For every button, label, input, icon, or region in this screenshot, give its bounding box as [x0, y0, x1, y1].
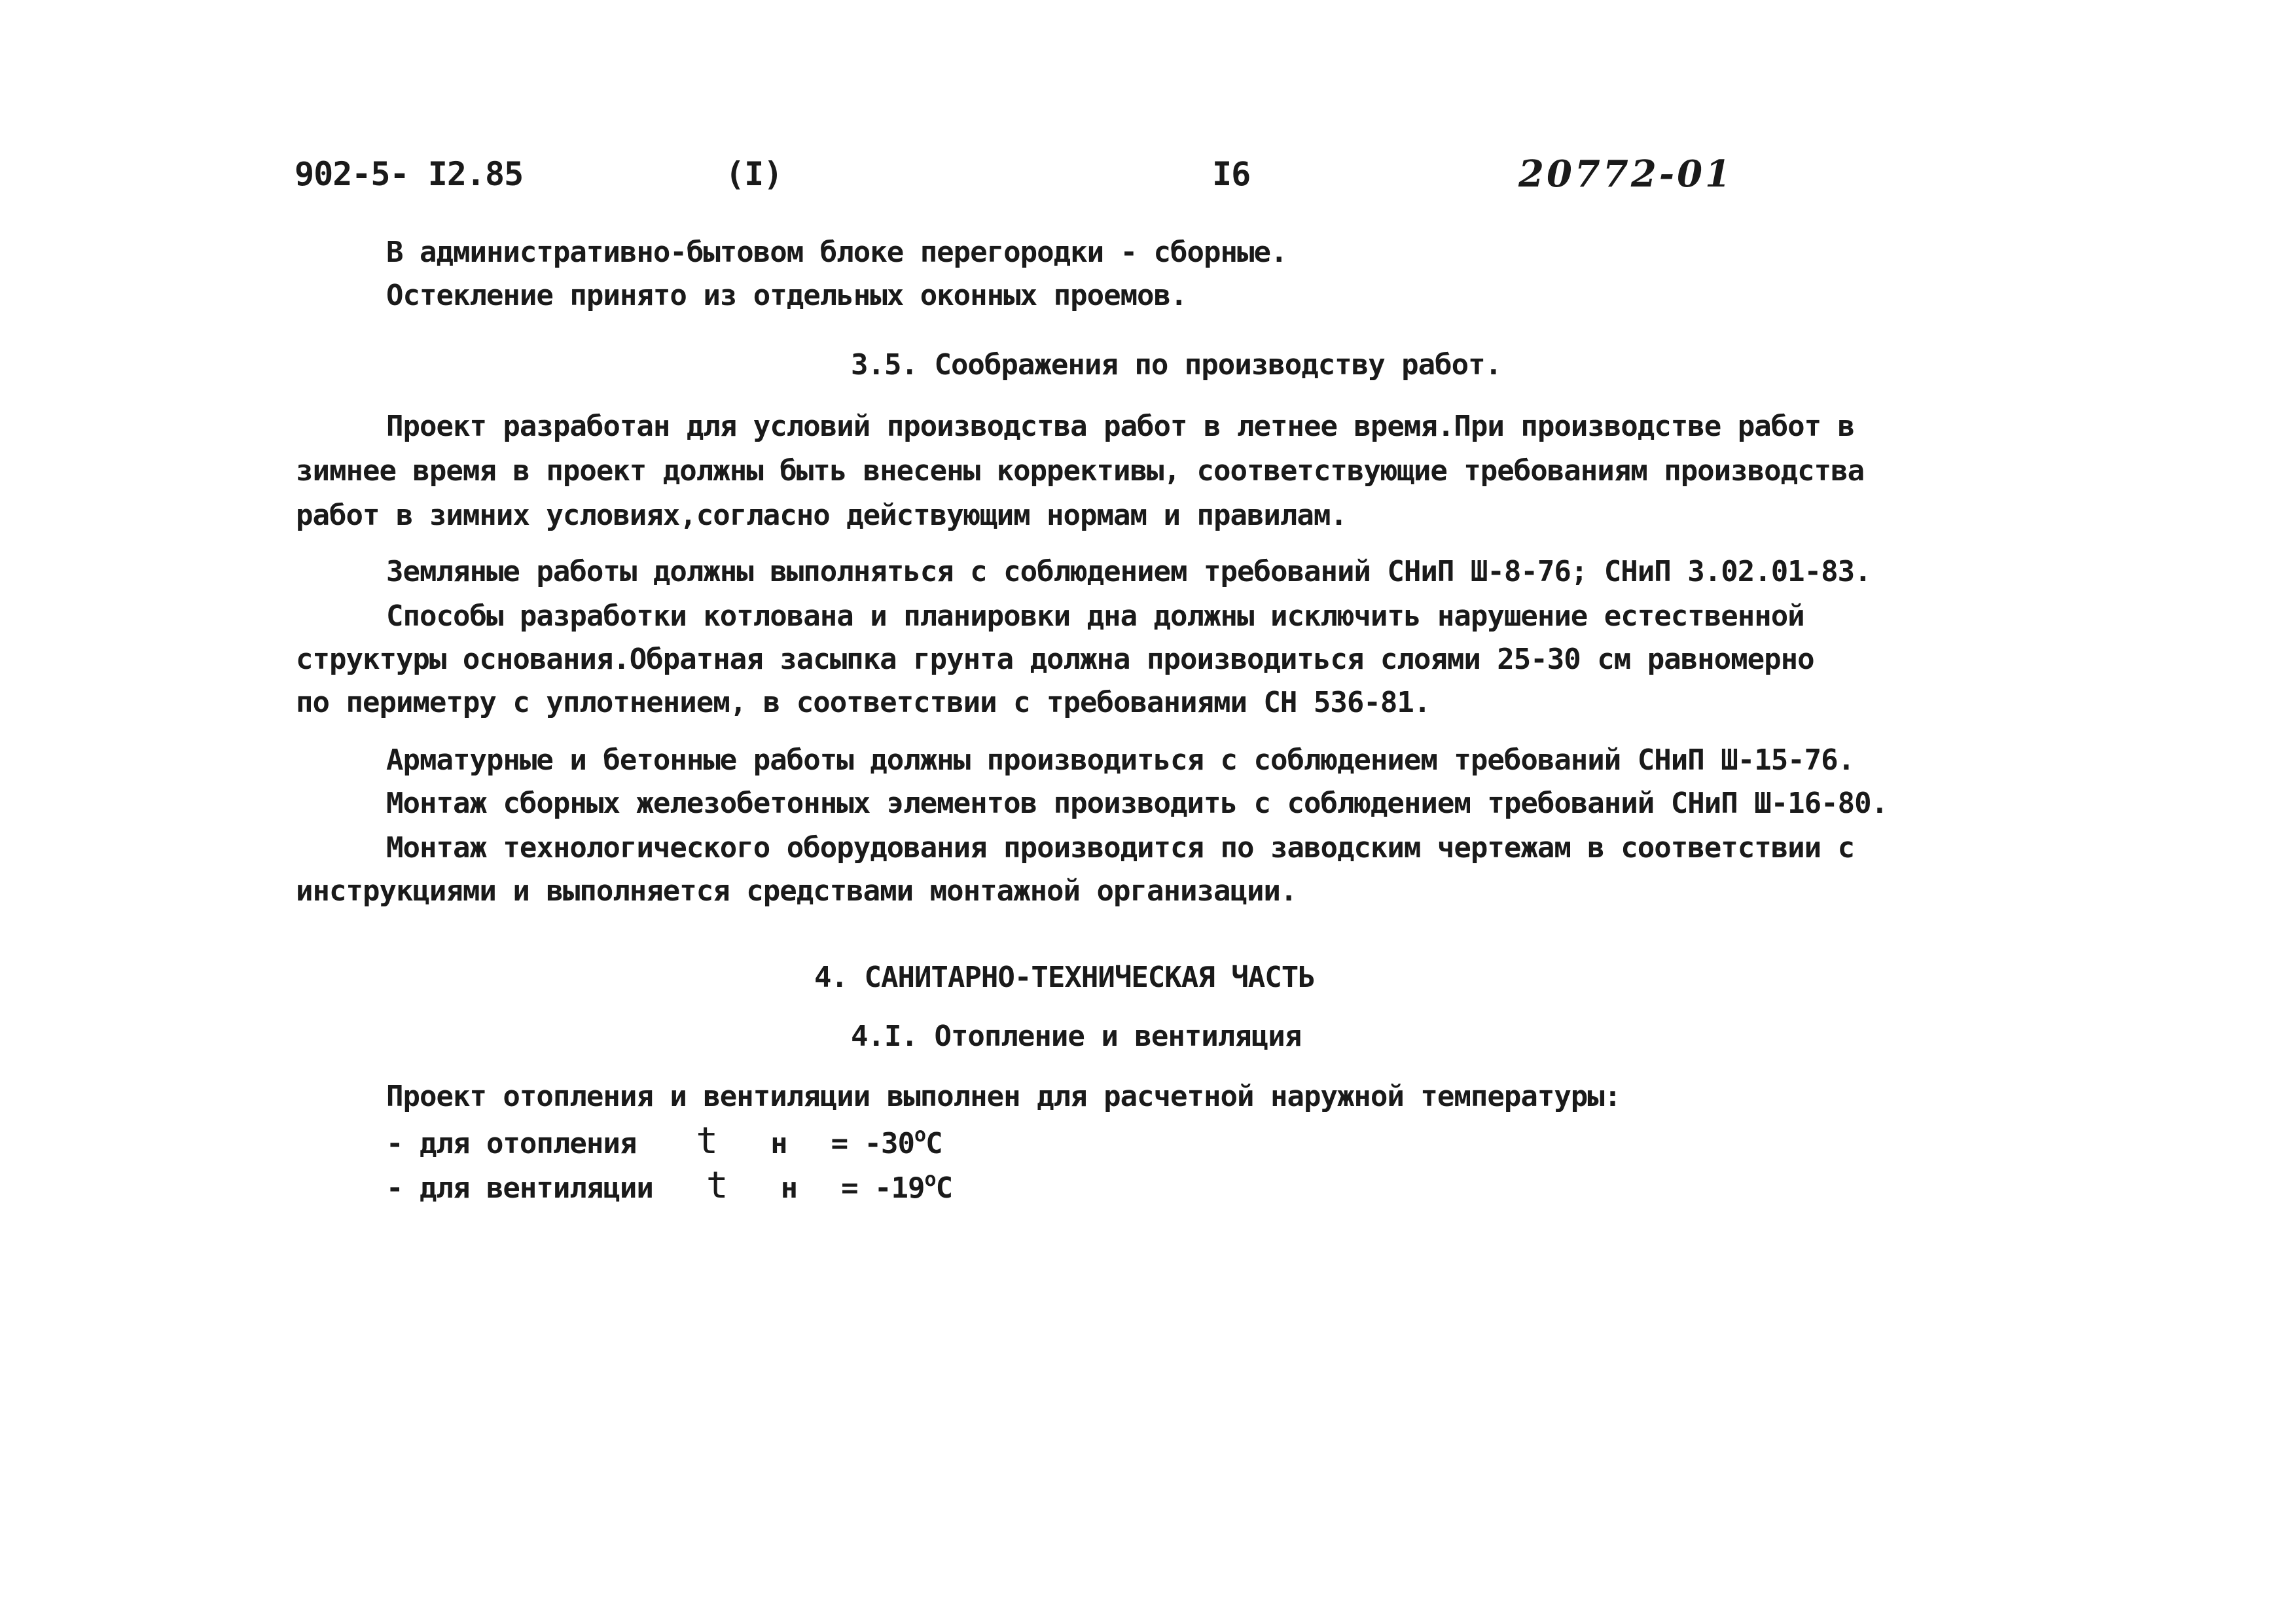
- paragraph-partitions-line2: Остекление принято из отдельных оконных проемов.: [386, 279, 1187, 312]
- paragraph-earthworks-line3: структуры основания.Обратная засыпка грунта должна производиться слоями 25-30 см равномерно: [296, 643, 1814, 676]
- heating-degree-mark: o: [914, 1124, 926, 1147]
- page-number: I6: [1212, 155, 1251, 193]
- heating-unit: C: [925, 1127, 942, 1160]
- heating-value: = -30: [831, 1127, 915, 1160]
- ventilation-value: = -19: [841, 1171, 925, 1205]
- paragraph-project-line2: зимнее время в проект должны быть внесены коррективы, соответствующие требованиям производства: [296, 454, 1865, 488]
- ventilation-unit: C: [935, 1171, 953, 1205]
- handwritten-document-number: 20772-01: [1518, 152, 1733, 196]
- section-heading-4-1: 4.I. Отопление и вентиляция: [851, 1020, 1302, 1053]
- heating-n-subscript: н: [770, 1127, 787, 1160]
- ventilation-degree-mark: o: [924, 1168, 936, 1191]
- section-heading-3-5: 3.5. Соображения по производству работ.: [851, 348, 1502, 382]
- paragraph-project-line3: работ в зимних условиях,согласно действующим нормам и правилам.: [296, 499, 1347, 532]
- paragraph-partitions-line1: В административно-бытовом блоке перегородки - сборные.: [386, 236, 1287, 269]
- heating-label: - для отопления: [386, 1127, 637, 1160]
- ventilation-temperature-row: [386, 1164, 953, 1207]
- paragraph-heating-intro: Проект отопления и вентиляции выполнен для расчетной наружной температуры:: [386, 1080, 1621, 1113]
- heating-temperature-row: [386, 1120, 942, 1162]
- paragraph-earthworks-line2: Способы разработки котлована и планировки дна должны исключить нарушение естественной: [386, 599, 1804, 633]
- paragraph-project-line1: Проект разработан для условий производства работ в летнее время.При производстве работ в: [386, 410, 1855, 443]
- paragraph-concrete-line4: инструкциями и выполняется средствами монтажной организации.: [296, 874, 1297, 908]
- paragraph-concrete-line1: Арматурные и бетонные работы должны производиться с соблюдением требований СНиП Ш-15-76.: [386, 743, 1855, 777]
- heating-t-symbol: t: [696, 1120, 718, 1162]
- paragraph-concrete-line2: Монтаж сборных железобетонных элементов производить с соблюдением требований СНиП Ш-16-80.: [386, 787, 1888, 820]
- paragraph-earthworks-line1: Земляные работы должны выполняться с соблюдением требований СНиП Ш-8-76; СНиП 3.02.01-83.: [386, 555, 1871, 588]
- part-number: (I): [725, 155, 783, 193]
- ventilation-t-symbol: t: [706, 1164, 728, 1207]
- document-code: 902-5- I2.85: [295, 155, 524, 193]
- ventilation-label: - для вентиляции: [386, 1171, 653, 1205]
- section-heading-4: 4. САНИТАРНО-ТЕХНИЧЕСКАЯ ЧАСТЬ: [814, 961, 1315, 994]
- ventilation-n-subscript: н: [780, 1171, 798, 1205]
- paragraph-earthworks-line4: по периметру с уплотнением, в соответствии с требованиями СН 536-81.: [296, 686, 1431, 719]
- paragraph-concrete-line3: Монтаж технологического оборудования производится по заводским чертежам в соответствии с: [386, 831, 1855, 865]
